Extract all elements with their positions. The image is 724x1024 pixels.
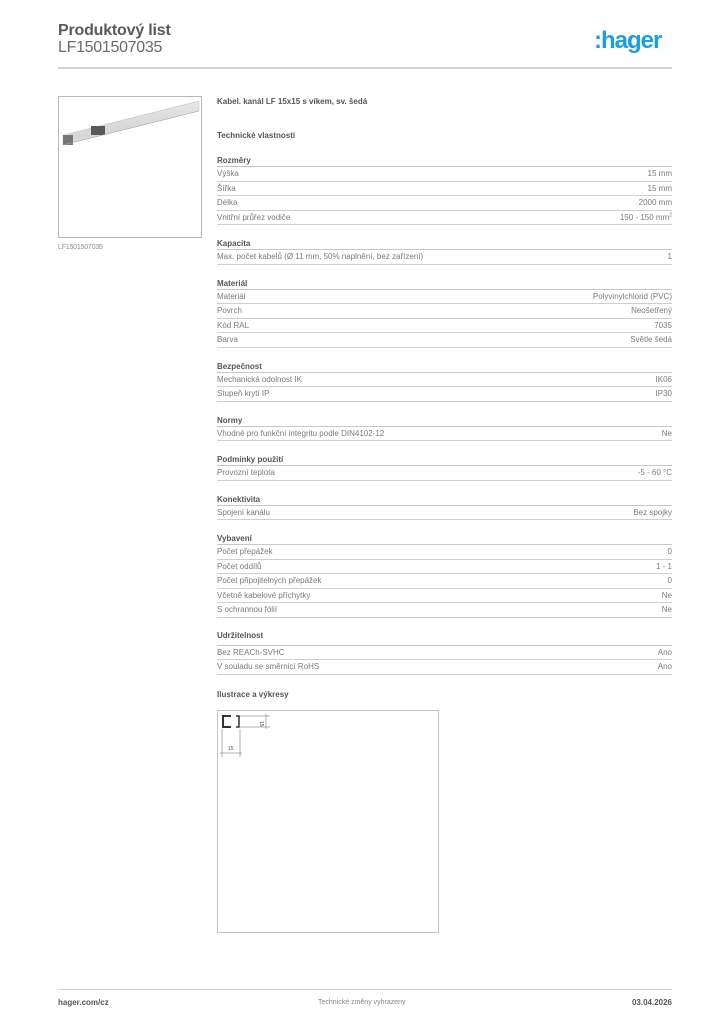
spec-label: Vhodné pro funkční integritu podle DIN4102-12 xyxy=(217,428,385,438)
footer-notice: Technické změny vyhrazeny xyxy=(318,999,406,1006)
spec-row xyxy=(217,466,672,481)
spec-value: Neošetřený xyxy=(631,306,672,315)
product-image-caption: LF1501507035 xyxy=(58,244,103,251)
spec-label: Výška xyxy=(217,169,239,178)
spec-row xyxy=(217,290,672,305)
spec-value: Polyvinylchlorid (PVC) xyxy=(592,291,672,301)
spec-label: Materiál xyxy=(217,291,246,301)
spec-label: Včetně kabelové příchytky xyxy=(217,590,311,600)
document-date: 03.04.2026 xyxy=(631,998,672,1007)
spec-row xyxy=(217,646,672,661)
section-connectivity xyxy=(217,493,672,521)
section-title: Udržitelnost xyxy=(217,630,672,646)
footer-divider xyxy=(58,989,672,990)
spec-row xyxy=(217,196,672,211)
website-link[interactable]: hager.com/cz xyxy=(58,998,109,1007)
technical-drawing xyxy=(217,710,439,933)
spec-value: Ne xyxy=(661,590,672,600)
spec-value: 0 xyxy=(667,547,672,556)
spec-value: Ano xyxy=(657,647,672,657)
section-standards xyxy=(217,414,672,442)
section-dimensions xyxy=(217,154,672,225)
spec-label: Provozní teplota xyxy=(217,468,275,477)
hager-logo: :hager xyxy=(594,27,662,54)
spec-label: Bez REACh-SVHC xyxy=(217,647,285,657)
spec-row xyxy=(217,603,672,618)
spec-label: Mechanická odolnost IK xyxy=(217,374,302,384)
spec-value: Ano xyxy=(657,662,672,671)
spec-row xyxy=(217,182,672,197)
spec-row xyxy=(217,211,672,226)
product-code: LF1501507035 xyxy=(58,39,163,56)
section-safety xyxy=(217,360,672,402)
section-title: Bezpečnost xyxy=(217,360,672,373)
product-image xyxy=(58,96,202,238)
spec-row xyxy=(217,506,672,521)
spec-value: 7035 xyxy=(654,320,672,330)
spec-row xyxy=(217,304,672,319)
svg-text:15: 15 xyxy=(228,746,234,752)
section-equipment xyxy=(217,532,672,618)
spec-row xyxy=(217,373,672,388)
spec-row xyxy=(217,660,672,675)
spec-label: Kód RAL xyxy=(217,320,250,330)
section-title: Vybavení xyxy=(217,532,672,545)
spec-label: Barva xyxy=(217,335,238,344)
section-title: Normy xyxy=(217,414,672,427)
spec-value: Světle šedá xyxy=(630,335,672,344)
section-capacity xyxy=(217,237,672,265)
spec-value: 1 - 1 xyxy=(655,561,672,571)
spec-value: IP30 xyxy=(655,389,672,398)
spec-value: 2000 mm xyxy=(638,198,672,207)
technical-properties-heading: Technické vlastnosti xyxy=(217,131,296,140)
section-material xyxy=(217,277,672,348)
section-title: Podmínky použití xyxy=(217,453,672,466)
section-sustainability xyxy=(217,630,672,675)
spec-label: Počet přepážek xyxy=(217,547,273,556)
spec-label: Počet oddílů xyxy=(217,561,262,571)
section-title: Kapacita xyxy=(217,237,672,250)
spec-label: Vnitřní průřez vodiče xyxy=(217,212,291,222)
superscript: 2 xyxy=(669,211,672,218)
section-operating-conditions xyxy=(217,453,672,481)
spec-value: IK06 xyxy=(655,374,672,384)
spec-value: 150 - 150 mm xyxy=(619,212,670,222)
cable-channel-illustration xyxy=(59,97,201,237)
spec-value: -5 - 60 °C xyxy=(637,468,672,477)
spec-label: Šířka xyxy=(217,183,236,193)
section-title: Materiál xyxy=(217,277,672,290)
page-title: Produktový list xyxy=(58,22,171,39)
spec-value: 0 xyxy=(667,576,672,585)
spec-label: Spojení kanálu xyxy=(217,507,270,517)
spec-row xyxy=(217,250,672,265)
section-title: Konektivita xyxy=(217,493,672,506)
spec-label: Počet připojitelných přepážek xyxy=(217,576,322,585)
spec-value: 1 xyxy=(667,252,672,261)
spec-value: 15 mm xyxy=(647,183,672,193)
spec-row xyxy=(217,545,672,560)
spec-value: 15 mm xyxy=(647,169,672,178)
spec-row xyxy=(217,387,672,402)
specifications xyxy=(217,96,672,675)
spec-value-wrap xyxy=(620,211,672,225)
spec-value: Ne xyxy=(661,605,672,614)
header-divider xyxy=(58,67,672,69)
spec-label: Max. počet kabelů (Ø 11 mm, 50% naplnění, bez zařízení) xyxy=(217,252,424,261)
spec-label: Délka xyxy=(217,198,238,207)
spec-value: Bez spojky xyxy=(633,507,672,517)
spec-row xyxy=(217,589,672,604)
spec-label: V souladu se směrnicí RoHS xyxy=(217,662,320,671)
spec-label: S ochrannou fólií xyxy=(217,605,278,614)
product-name: Kabel. kanál LF 15x15 s víkem, sv. šedá xyxy=(217,97,368,106)
section-title: Rozměry xyxy=(217,154,672,167)
spec-row xyxy=(217,427,672,442)
spec-row xyxy=(217,319,672,334)
spec-value: Ne xyxy=(661,428,672,438)
spec-label: Stupeň krytí IP xyxy=(217,389,270,398)
spec-row xyxy=(217,167,672,182)
svg-text:15: 15 xyxy=(258,721,264,727)
spec-label: Povrch xyxy=(217,306,242,315)
spec-row xyxy=(217,574,672,589)
spec-row xyxy=(217,560,672,575)
cross-section-drawing xyxy=(218,711,438,932)
illustrations-heading: Ilustrace a výkresy xyxy=(217,690,289,699)
spec-row xyxy=(217,333,672,348)
